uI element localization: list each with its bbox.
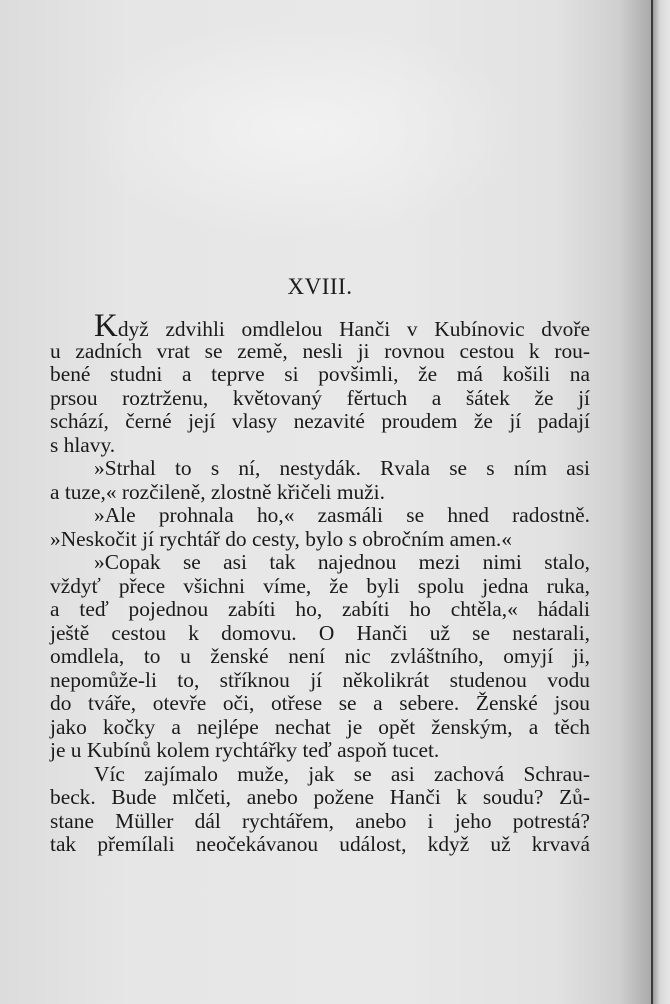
drop-cap: K — [94, 308, 118, 344]
chapter-title: XVIII. — [287, 274, 353, 299]
text-line: jako kočky a nejlépe nechat je opět ženským, a těch — [50, 714, 590, 739]
text-line: do tváře, otevře oči, otřese se a sebere. Ženské jsou — [50, 691, 590, 715]
text-line: ještě cestou k domovu. O Hanči už se nestarali, — [50, 620, 590, 645]
text-line: »Copak se asi tak najednou mezi nimi stalo, — [94, 550, 590, 574]
text-line: schází, černé její vlasy nezavité proudem že jí padají — [50, 409, 590, 433]
text-line: stane Müller dál rychtářem, anebo i jeho potrestá? — [50, 808, 590, 833]
text-line: »Strhal to s ní, nestydák. Rvala se s ním asi — [94, 456, 590, 480]
text-line: a teď pojednou zabíti ho, zabíti ho chtěla,« hádali — [50, 597, 590, 621]
text-line: bené studni a teprve si povšimli, že má košili na — [50, 362, 590, 386]
text-line: a tuze,« rozčileně, zlostně křičeli muži. — [50, 479, 385, 504]
body-text — [50, 308, 590, 857]
text-line: u zadních vrat se země, nesli ji rovnou cestou k rou- — [50, 338, 590, 363]
text-line: Když zdvihli omdlelou Hanči v Kubínovic dvoře — [94, 308, 590, 344]
text-line: nepomůže-li to, stříknou jí několikrát studenou vodu — [50, 667, 590, 692]
text-line: »Ale prohnala ho,« zasmáli se hned radostně. — [94, 503, 590, 527]
text-line: je u Kubínů kolem rychtářky teď aspoň tucet. — [50, 738, 440, 762]
text-line: Víc zajímalo muže, jak se asi zachová Schrau- — [94, 761, 590, 786]
text-line: omdlela, to u ženské není nic zvláštního, omyjí ji, — [50, 644, 590, 668]
text-line: s hlavy. — [50, 432, 116, 457]
adjacent-page-edge — [653, 0, 670, 1004]
text-line: vždyť přece všichni víme, že byli spolu jedna ruka, — [50, 573, 590, 598]
text-line: tak přemílali neočekávanou událost, když už krvavá — [50, 832, 590, 856]
text-line: beck. Bude mlčeti, anebo požene Hanči k soudu? Zů- — [50, 785, 590, 809]
text-line: »Neskočit jí rychtář do cesty, bylo s obročním amen.« — [50, 526, 512, 551]
text-line: prsou roztrženu, květovaný fěrtuch a šátek že jí — [50, 385, 590, 410]
